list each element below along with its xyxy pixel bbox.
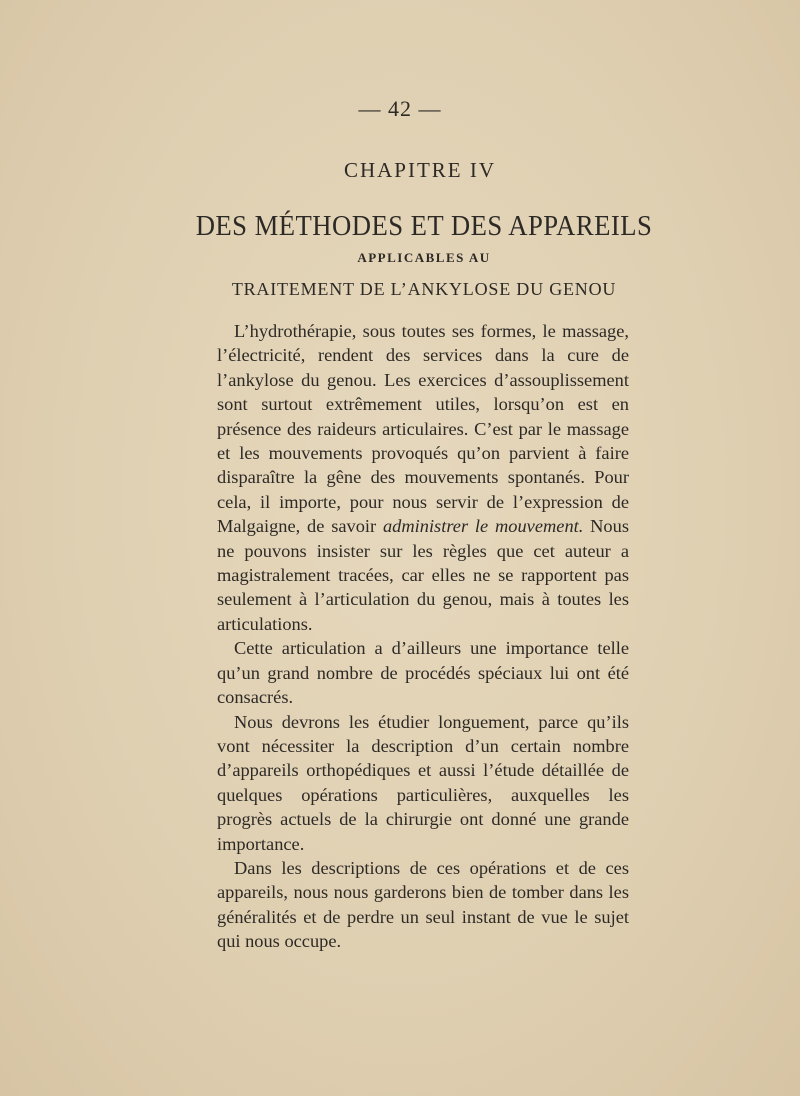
paragraph-1-italic: administrer le mouvement. [382, 516, 584, 537]
paragraph-1-text: L’hydrothérapie, sous toutes ses formes, le massage, l’électricité, rendent des services dans la cure de l’ankylose du genou. Les exercices d’assouplissement sont surtout extrêmement utiles, lorsqu’on est en présence des raideurs articulaires. C’est par le massage et les mouvements provoqués qu’on parvient à faire disparaître la gêne des mouvements spontanés. Pour cela, il importe, pour nous servir de l’expression de Malgaigne, de savoir [217, 321, 629, 537]
paragraph-2: Cette articulation a d’ailleurs une importance telle qu’un grand nombre de procédés spéciaux lui ont été consacrés. [217, 638, 629, 708]
body-text [217, 319, 629, 954]
paragraph-3: Nous devrons les étudier longuement, parce qu’ils vont nécessiter la description d’un certain nombre d’appareils orthopédiques et aussi l’étude détaillée de quelques opérations particulières, auxquelles les progrès actuels de la chirurgie ont donné une grande importance. [217, 711, 629, 854]
chapter-heading: CHAPITRE IV [343, 158, 497, 182]
section-title: DES MÉTHODES ET DES APPAREILS [195, 210, 653, 242]
paragraph-1-text-end: Nous ne pouvons insister sur les règles que cet auteur a magistralement tracées, car elles ne se rapportent pas seulement à l’articulation du genou, mais à toutes les articulations. [217, 516, 629, 634]
section-subtitle: TRAITEMENT DE L’ANKYLOSE DU GENOU [231, 279, 617, 299]
section-subtitle-small: APPLICABLES AU [357, 250, 491, 265]
page-number: — 42 — [358, 96, 442, 121]
paragraph-1 [217, 319, 629, 636]
paragraph-4: Dans les descriptions de ces opérations et de ces appareils, nous nous garderons bien de tomber dans les généralités et de perdre un seul instant de vue le sujet qui nous occupe. [217, 857, 629, 952]
